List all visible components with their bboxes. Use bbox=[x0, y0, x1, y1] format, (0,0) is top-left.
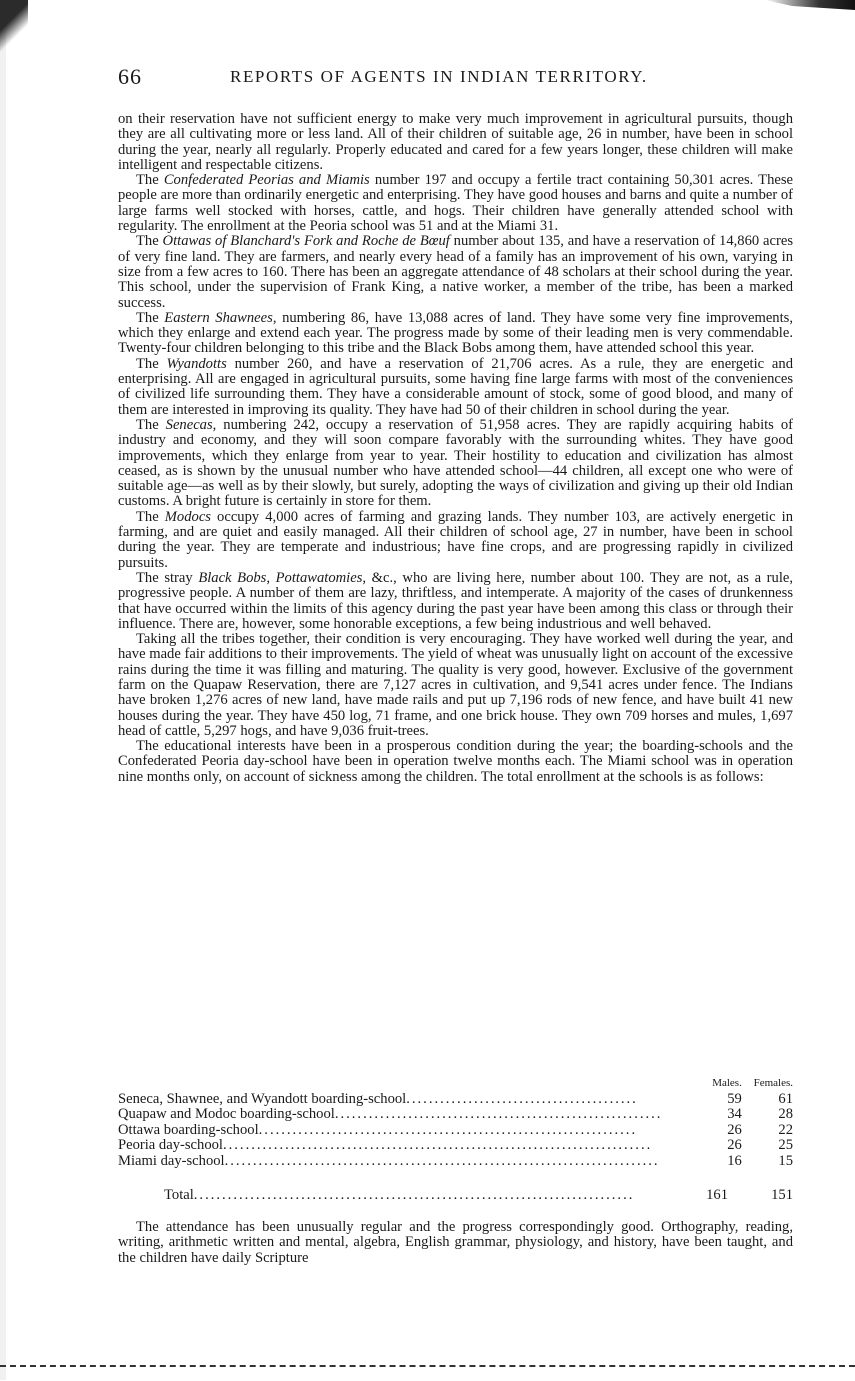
school-name: Peoria day-school bbox=[118, 1138, 223, 1153]
paragraph: Taking all the tribes together, their condition is very encouraging. They have worked well during the year, and have made fair additions to their improvements. The yield of wheat was unusually light on account of the excessive rains during the time it was filling and maturing. The quality is very good, however. Exclusive of the government farm on the Quapaw Reservation, there are 7,127 acres in cultivation, and 9,541 acres under fence. The Indians have broken 1,276 acres of new land, have made rails and put up 7,196 rods of new fence, and have built 41 new houses during the year. They have 450 log, 71 frame, and one brick house. They own 709 horses and mules, 1,697 head of cattle, 5,297 hogs, and have 9,036 fruit-trees. bbox=[118, 631, 793, 739]
total-males: 161 bbox=[706, 1187, 728, 1203]
italic-tribe: Black Bobs, Pottawatomies, bbox=[198, 569, 367, 586]
females-count: 22 bbox=[778, 1121, 793, 1138]
paragraph-rest: &c., who are living here, number about 100. They are not, as a rule, progressive people. A number of them are lazy, thriftless, and intemperate. A majority of the cases of drunkenness that have occurred within the limits of this agency during the past year have been among this class or through their influence. There are, however, some honorable exceptions, a few being industrious and well behaved. bbox=[118, 569, 794, 632]
table-row bbox=[118, 1123, 793, 1139]
table-row bbox=[118, 1154, 793, 1170]
males-count: 34 bbox=[727, 1106, 742, 1122]
males-count: 26 bbox=[727, 1137, 742, 1153]
paragraph-rest: number 197 and occupy a fertile tract containing 50,301 acres. These people are more than ordinarily energetic and enterprising. They have good houses and barns and quite a number of large farms well stocked with horses, cattle, and hogs. Their children have generally attended school with regularity. The enrollment at the Peoria school was 51 and at the Miami 31. bbox=[118, 172, 794, 235]
paragraph: The Eastern Shawnees, numbering 86, have 13,088 acres of land. They have some very fine improvements, which they enlarge and extend each year. The progress made by some of their leading men is very commendable. Twenty-four children belonging to this tribe and the Black Bobs among them, have attended school this year. bbox=[118, 309, 793, 357]
paragraph: The educational interests have been in a prosperous condition during the year; the boarding-schools and the Confederated Peoria day-school have been in operation twelve months each. The Miami school was in operation nine months only, on account of sickness among the children. The total enrollment at the schools is as follows: bbox=[118, 738, 793, 785]
paragraph: The Ottawas of Blanchard's Fork and Roche de Bœuf number about 135, and have a reservation of 14,860 acres of very fine land. They are farmers, and nearly every head of a family has an improvement of his own, varying in size from a few acres to 160. There has been an aggregate attendance of 48 scholars at their school during the year. This school, under the supervision of Frank King, a native worker, a member of the tribe, has been a marked success. bbox=[118, 233, 793, 311]
table-row bbox=[118, 1092, 793, 1108]
school-name: Seneca, Shawnee, and Wyandott boarding-school bbox=[118, 1091, 407, 1107]
paragraph-rest: occupy 4,000 acres of farming and grazing lands. They number 103, are actively energetic in farming, and are quiet and easily managed. All their children of school age, 27 in number, have been in school during the year. They are temperate and industrious; have fine crops, and are progressing rapidly in civilized pursuits. bbox=[118, 508, 793, 571]
leader-dots: ............................................................................ bbox=[222, 1138, 653, 1153]
paragraph-rest: , numbering 242, occupy a reservation of 51,958 acres. They are rapidly acquiring habits of industry and economy, and they will soon compare favorably with the surrounding whites. They have good improvements, which they enlarge from year to year. Their hostility to education and civilization has almost ceased, as is shown by the unusual number who have attended school—44 children, all except one who were of suitable age—as well as by their slowly, but surely, adopting the ways of civilization and giving up their old Indian customs. A bright future is certainly in store for them. bbox=[118, 416, 793, 510]
table-header-row bbox=[118, 1076, 793, 1092]
school-name: Ottawa boarding-school bbox=[118, 1122, 259, 1138]
body-text bbox=[118, 112, 793, 785]
leader-dots: ............................................................................. bbox=[224, 1153, 660, 1169]
page-number: 66 bbox=[118, 64, 142, 89]
leader-dots: ................................................................... bbox=[258, 1122, 638, 1138]
total-females: 151 bbox=[771, 1187, 793, 1203]
paragraph-rest: number 260, and have a reservation of 21,706 acres. As a rule, they are energetic and enterprising. All are engaged in agricultural pursuits, some having fine large farms with most of the conveniences of civilized life surrounding them. They have a considerable amount of stock, some of good blood, and many of them are interested in improving its quality. They have had 50 of their children in school during the year. bbox=[118, 355, 794, 418]
table-row bbox=[118, 1138, 793, 1154]
paragraph: The Confederated Peorias and Miamis number 197 and occupy a fertile tract containing 50,301 acres. These people are more than ordinarily energetic and enterprising. They have good houses and barns and quite a number of large farms well stocked with horses, cattle, and hogs. Their children have generally attended school with regularity. The enrollment at the Peoria school was 51 and at the Miami 31. bbox=[118, 172, 794, 235]
running-title: REPORTS OF AGENTS IN INDIAN TERRITORY. bbox=[230, 67, 648, 86]
paragraph-rest: , numbering 86, have 13,088 acres of land. They have some very fine improvements, which they enlarge and extend each year. The progress made by some of their leading men is very commendable. Twenty-four children belonging to this tribe and the Black Bobs among them, have attended school this year. bbox=[118, 309, 793, 357]
enrollment-table bbox=[118, 1076, 793, 1169]
leader-dots: .......................................................... bbox=[334, 1107, 663, 1122]
females-header: Females. bbox=[753, 1077, 793, 1089]
leader-dots: .............................................................................. bbox=[193, 1187, 635, 1203]
page-edge bbox=[0, 0, 6, 1380]
italic-tribe: Wyandotts bbox=[166, 355, 227, 372]
females-count: 28 bbox=[778, 1106, 793, 1122]
running-header bbox=[118, 64, 793, 92]
paragraph-rest: number about 135, and have a reservation of 14,860 acres of very fine land. They are farmers, and nearly every head of a family has an improvement of his own, varying in size from a few acres to 160. There has been an aggregate attendance of 48 scholars at their school during the year. This school, under the supervision of Frank King, a native worker, a member of the tribe, has been a marked success. bbox=[118, 233, 793, 311]
paragraph: The Wyandotts number 260, and have a reservation of 21,706 acres. As a rule, they are energetic and enterprising. All are engaged in agricultural pursuits, some having fine large farms with most of the conveniences of civilized life surrounding them. They have a considerable amount of stock, some of good blood, and many of them are interested in improving its quality. They have had 50 of their children in school during the year. bbox=[118, 355, 794, 418]
total-label-wrap bbox=[164, 1187, 684, 1204]
italic-tribe: Senecas bbox=[165, 416, 213, 433]
paragraph: The stray Black Bobs, Pottawatomies, &c., who are living here, number about 100. They are not, as a rule, progressive people. A number of them are lazy, thriftless, and intemperate. A majority of the cases of drunkenness that have occurred within the limits of this agency during the past year have been among this class or through their influence. There are, however, some honorable exceptions, a few being industrious and well behaved. bbox=[118, 569, 794, 632]
scan-bottom-edge bbox=[0, 1365, 855, 1381]
school-name: Quapaw and Modoc boarding-school bbox=[118, 1107, 335, 1122]
italic-tribe: Modocs bbox=[164, 508, 211, 525]
paragraph: The Senecas, numbering 242, occupy a reservation of 51,958 acres. They are rapidly acquiring habits of industry and economy, and they will soon compare favorably with the surrounding whites. They have good improvements, which they enlarge from year to year. Their hostility to education and civilization has almost ceased, as is shown by the unusual number who have attended school—44 children, all except one who were of suitable age—as well as by their slowly, but surely, adopting the ways of civilization and giving up their old Indian customs. A bright future is certainly in store for them. bbox=[118, 416, 793, 510]
males-header: Males. bbox=[712, 1077, 742, 1089]
males-count: 59 bbox=[727, 1090, 742, 1107]
scan-top-mark bbox=[765, 0, 855, 10]
paragraph: The Modocs occupy 4,000 acres of farming and grazing lands. They number 103, are actively energetic in farming, and are quiet and easily managed. All their children of school age, 27 in number, have been in school during the year. They are temperate and industrious; have fine crops, and are progressing rapidly in civilized pursuits. bbox=[118, 508, 793, 571]
italic-tribe: Eastern Shawnees bbox=[164, 309, 273, 326]
females-count: 61 bbox=[778, 1090, 793, 1107]
scan-corner-shadow bbox=[0, 0, 28, 60]
paragraph: The attendance has been unusually regular and the progress correspondingly good. Orthography, reading, writing, arithmetic written and mental, algebra, English grammar, physiology, and history, have been taught, and the children have daily Scripture bbox=[118, 1219, 793, 1266]
paragraph: on their reservation have not sufficient energy to make very much improvement in agricultural pursuits, though they are all cultivating more or less land. All of their children of suitable age, 26 in number, have been in school during the year, nearly all regularly. Properly educated and cared for a few years longer, these children will make intelligent and respectable citizens. bbox=[118, 111, 793, 173]
table-row bbox=[118, 1107, 793, 1123]
total-label: Total bbox=[164, 1187, 194, 1203]
males-count: 26 bbox=[727, 1121, 742, 1138]
italic-tribe: Confederated Peorias and Miamis bbox=[163, 172, 370, 189]
italic-tribe: Ottawas of Blanchard's Fork and Roche de Bœuf bbox=[162, 233, 450, 250]
closing-text bbox=[118, 1220, 793, 1266]
leader-dots: ......................................... bbox=[406, 1091, 638, 1107]
females-count: 25 bbox=[778, 1137, 793, 1153]
school-name: Miami day-school bbox=[118, 1153, 225, 1169]
females-count: 15 bbox=[778, 1152, 793, 1169]
males-count: 16 bbox=[727, 1152, 742, 1169]
